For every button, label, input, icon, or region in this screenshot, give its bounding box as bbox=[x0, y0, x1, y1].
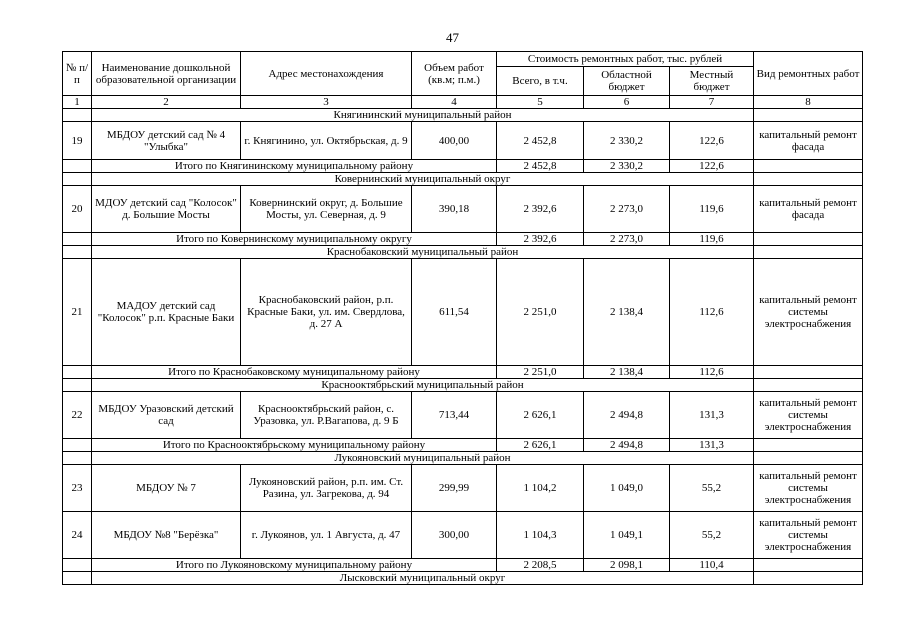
org-name: МБДОУ № 7 bbox=[92, 465, 241, 512]
col-number: 5 bbox=[497, 96, 584, 109]
cost-regional: 2 330,2 bbox=[584, 122, 670, 160]
work-kind: капитальный ремонт системы электроснабжения bbox=[754, 392, 863, 439]
org-address: Ковернинский округ, д. Большие Мосты, ул. Северная, д. 9 bbox=[241, 186, 412, 233]
column-numbers-row bbox=[63, 96, 863, 109]
work-kind: капитальный ремонт системы электроснабжения bbox=[754, 465, 863, 512]
subtotal-regional: 2 494,8 bbox=[584, 439, 670, 452]
work-volume: 300,00 bbox=[412, 512, 497, 559]
table-row bbox=[63, 392, 863, 439]
cost-local: 55,2 bbox=[670, 512, 754, 559]
row-num: 20 bbox=[63, 186, 92, 233]
page-number: 47 bbox=[446, 30, 459, 45]
subtotal-local: 122,6 bbox=[670, 160, 754, 173]
subtotal-total: 2 251,0 bbox=[497, 366, 584, 379]
subtotal-row bbox=[63, 233, 863, 246]
cost-total: 2 392,6 bbox=[497, 186, 584, 233]
org-name: МДОУ детский сад "Колосок" д. Большие Мосты bbox=[92, 186, 241, 233]
subtotal-label: Итого по Краснооктябрьскому муниципальному району bbox=[92, 439, 497, 452]
org-address: Краснооктябрьский район, с. Уразовка, ул. Р.Вагапова, д. 9 Б bbox=[241, 392, 412, 439]
header-total: Всего, в т.ч. bbox=[497, 67, 584, 96]
subtotal-total: 2 392,6 bbox=[497, 233, 584, 246]
subtotal-regional: 2 330,2 bbox=[584, 160, 670, 173]
header-num: № п/п bbox=[63, 52, 92, 96]
header-name: Наименование дошкольной образовательной организации bbox=[92, 52, 241, 96]
cost-local: 122,6 bbox=[670, 122, 754, 160]
work-volume: 390,18 bbox=[412, 186, 497, 233]
work-volume: 400,00 bbox=[412, 122, 497, 160]
subtotal-local: 131,3 bbox=[670, 439, 754, 452]
cost-total: 2 626,1 bbox=[497, 392, 584, 439]
district-name: Краснобаковский муниципальный район bbox=[92, 246, 754, 259]
work-kind: капитальный ремонт фасада bbox=[754, 122, 863, 160]
work-volume: 299,99 bbox=[412, 465, 497, 512]
cost-regional: 2 138,4 bbox=[584, 259, 670, 366]
subtotal-label: Итого по Краснобаковскому муниципальному району bbox=[92, 366, 497, 379]
cost-total: 1 104,3 bbox=[497, 512, 584, 559]
repair-works-table bbox=[62, 51, 863, 585]
district-name: Лысковский муниципальный округ bbox=[92, 572, 754, 585]
district-row bbox=[63, 246, 863, 259]
row-num: 24 bbox=[63, 512, 92, 559]
org-name: МАДОУ детский сад "Колосок" р.п. Красные Баки bbox=[92, 259, 241, 366]
district-name: Лукояновский муниципальный район bbox=[92, 452, 754, 465]
org-address: Краснобаковский район, р.п. Красные Баки, ул. им. Свердлова, д. 27 А bbox=[241, 259, 412, 366]
cost-total: 2 251,0 bbox=[497, 259, 584, 366]
cost-regional: 2 494,8 bbox=[584, 392, 670, 439]
district-row bbox=[63, 379, 863, 392]
table-row bbox=[63, 465, 863, 512]
org-name: МБДОУ Уразовский детский сад bbox=[92, 392, 241, 439]
cost-total: 1 104,2 bbox=[497, 465, 584, 512]
subtotal-total: 2 626,1 bbox=[497, 439, 584, 452]
org-address: Лукояновский район, р.п. им. Ст. Разина, ул. Загрекова, д. 94 bbox=[241, 465, 412, 512]
col-number: 4 bbox=[412, 96, 497, 109]
subtotal-regional: 2 138,4 bbox=[584, 366, 670, 379]
district-row bbox=[63, 572, 863, 585]
table-row bbox=[63, 186, 863, 233]
cost-local: 119,6 bbox=[670, 186, 754, 233]
row-num: 22 bbox=[63, 392, 92, 439]
subtotal-total: 2 208,5 bbox=[497, 559, 584, 572]
col-number: 6 bbox=[584, 96, 670, 109]
header-kind: Вид ремонтных работ bbox=[754, 52, 863, 96]
cost-regional: 2 273,0 bbox=[584, 186, 670, 233]
row-num: 23 bbox=[63, 465, 92, 512]
cost-local: 55,2 bbox=[670, 465, 754, 512]
district-row bbox=[63, 109, 863, 122]
cost-regional: 1 049,0 bbox=[584, 465, 670, 512]
subtotal-label: Итого по Княгининскому муниципальному району bbox=[92, 160, 497, 173]
col-number: 2 bbox=[92, 96, 241, 109]
work-kind: капитальный ремонт фасада bbox=[754, 186, 863, 233]
col-number: 1 bbox=[63, 96, 92, 109]
table-row bbox=[63, 122, 863, 160]
district-name: Краснооктябрьский муниципальный район bbox=[92, 379, 754, 392]
district-row bbox=[63, 452, 863, 465]
subtotal-label: Итого по Лукояновскому муниципальному району bbox=[92, 559, 497, 572]
work-volume: 713,44 bbox=[412, 392, 497, 439]
cost-total: 2 452,8 bbox=[497, 122, 584, 160]
work-kind: капитальный ремонт системы электроснабжения bbox=[754, 259, 863, 366]
work-kind: капитальный ремонт системы электроснабжения bbox=[754, 512, 863, 559]
header-address: Адрес местонахождения bbox=[241, 52, 412, 96]
district-row bbox=[63, 173, 863, 186]
subtotal-local: 119,6 bbox=[670, 233, 754, 246]
subtotal-local: 110,4 bbox=[670, 559, 754, 572]
org-address: г. Лукоянов, ул. 1 Августа, д. 47 bbox=[241, 512, 412, 559]
subtotal-row bbox=[63, 439, 863, 452]
subtotal-total: 2 452,8 bbox=[497, 160, 584, 173]
col-number: 8 bbox=[754, 96, 863, 109]
work-volume: 611,54 bbox=[412, 259, 497, 366]
district-name: Ковернинский муниципальный округ bbox=[92, 173, 754, 186]
row-num: 21 bbox=[63, 259, 92, 366]
table-row bbox=[63, 259, 863, 366]
cost-local: 131,3 bbox=[670, 392, 754, 439]
cost-regional: 1 049,1 bbox=[584, 512, 670, 559]
subtotal-row bbox=[63, 366, 863, 379]
district-name: Княгининский муниципальный район bbox=[92, 109, 754, 122]
org-name: МБДОУ детский сад № 4 "Улыбка" bbox=[92, 122, 241, 160]
subtotal-row bbox=[63, 160, 863, 173]
col-number: 3 bbox=[241, 96, 412, 109]
subtotal-row bbox=[63, 559, 863, 572]
subtotal-local: 112,6 bbox=[670, 366, 754, 379]
header-regional: Областной бюджет bbox=[584, 67, 670, 96]
header-volume: Объем работ (кв.м; п.м.) bbox=[412, 52, 497, 96]
subtotal-label: Итого по Ковернинскому муниципальному округу bbox=[92, 233, 497, 246]
subtotal-regional: 2 273,0 bbox=[584, 233, 670, 246]
org-address: г. Княгинино, ул. Октябрьская, д. 9 bbox=[241, 122, 412, 160]
cost-local: 112,6 bbox=[670, 259, 754, 366]
org-name: МБДОУ №8 "Берёзка" bbox=[92, 512, 241, 559]
header-local: Местный бюджет bbox=[670, 67, 754, 96]
subtotal-regional: 2 098,1 bbox=[584, 559, 670, 572]
row-num: 19 bbox=[63, 122, 92, 160]
header-cost: Стоимость ремонтных работ, тыс. рублей bbox=[497, 52, 754, 67]
table-row bbox=[63, 512, 863, 559]
col-number: 7 bbox=[670, 96, 754, 109]
